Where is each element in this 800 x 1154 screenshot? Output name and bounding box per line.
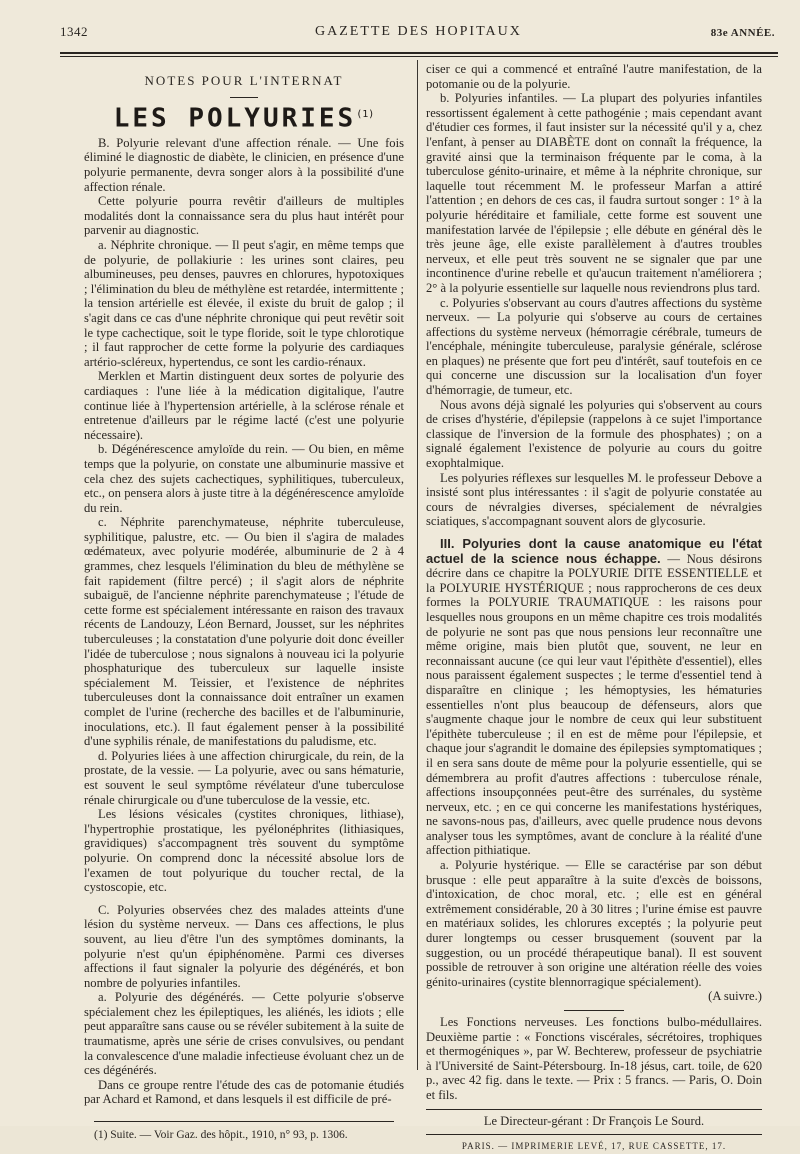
paragraph: C. Polyuries observées chez des malades atteints d'une lésion du système nerveux. — Dans ces affections, le plus souvent, au lieu d'être l'un des symptômes dominants, la polyurie n'est qu'un épiphénomène. Parmi ces diverses affections il faut signaler la polyurie des dégénérés, et bon nombre de polyuries infantiles. [84,902,404,990]
paragraph: B. Polyurie relevant d'une affection rénale. — Une fois éliminé le diagnostic de diabète, le clinicien, en présence d'une polyurie permanente, devra songer alors à la possibilité d'une affection rénale. [84,135,404,194]
book-review: Les Fonctions nerveuses. Les fonctions bulbo-médullaires. Deuxième partie : « Fonctions viscérales, sécrétoires, trophiques et thermogéniques », par W. Bechterew, professeur de psychiatrie à l'Université de Saint-Pétersbourg. In-18 jésus, cart. toile, de 620 p., avec 42 fig. dans le texte. — Prix : 5 francs. — Paris, O. Doin et fils. [426,1015,762,1102]
article-title [84,103,404,134]
page-header [60,24,775,50]
header-rule [60,52,778,54]
to-follow: (A suivre.) [708,989,762,1004]
article-title-text: LES POLYURIES [113,103,357,134]
footnote-rule [94,1121,394,1122]
printer-imprint: PARIS. — IMPRIMERIE LEVÉ, 17, RUE CASSETTE, 17. [461,1141,727,1152]
paragraph: b. Polyuries infantiles. — La plupart des polyuries infantiles ressortissent également à cette pathogénie ; mais cependant avant d'étudier ces formes, il faut insister sur la nécessité qu'il y a, chez l'enfant, à penser au DIABÈTE dont on connaît la fréquence, la gravité ainsi que la terminaison fréquente par le coma, à la tuberculose génito-urinaire, et même à la néphrite chronique, sur laquelle tout récemment M. le professeur Marfan a attiré l'attention ; en dehors de ces cas, il faudra surtout songer : 1° à la polyurie héréditaire et familiale, cette forme est souvent une manifestation larvée de l'épilepsie ; elle débute en général dès le très jeune âge, elle existe parallèlement à d'autres troubles nerveux, et elle peut très souvent ne se signaler que par une incontinence d'urine rebelle et qu'aucun traitement n'améliorera ; 2° à la polyurie essentielle sur laquelle nous reviendrons plus tard. [426,91,762,295]
paragraph: a. Néphrite chronique. — Il peut s'agir, en même temps que de polyurie, de pollakiurie : les urines sont claires, peu albumineuses, peu denses, pauvres en chlorures, hypotoxiques ; l'élimination du bleu de méthylène est retardée, intermittente ; la tension artérielle est élevée, il existe du bruit de galop ; il s'agit dans ce cas d'une néphrite chronique qui peut revêtir soit le type cachectique, soit le type floride, soit le type chlorotique ; il faut rapprocher de cette forme la polyurie des cardiaques artério-scléreux, hypertendus, ce sont les cardio-rénaux. [84,238,404,369]
paragraph: c. Néphrite parenchymateuse, néphrite tuberculeuse, syphilitique, palustre, etc. — Ou bien il s'agira de malades œdémateux, avec polyurie modérée, albuminurie de 2 à 4 grammes, chez lesquels l'élimination du bleu de méthylène se fait rapidement (filtre percé) ; il s'agit alors de néphrite subaiguë, de l'ancienne néphrite parenchymateuse ; l'étude de cette forme est spécialement intéressante en raison des travaux récents de Landouzy, Léon Bernard, Jousset, sur les néphrites tuberculeuses ; la constatation d'une polyurie doit donc éveiller l'idée de tuberculose ; nous signalons à nouveau ici la polyurie phosphaturique des tuberculeux sur laquelle insiste spécialement M. Teissier, et l'existence de néphrites tuberculeuses dont la connaissance doit entraîner un examen complet de l'urine (recherche des bacilles et de l'albuminurie, inoculations, etc.). Il faut également penser à la possibilité d'une syphilis rénale, de manifestations du paludisme, etc. [84,515,404,749]
footnote-ref: (1) [356,108,375,120]
column-separator [417,60,418,1070]
paragraph: ciser ce qui a commencé et entraîné l'autre manifestation, de la potomanie ou de la polyurie. [426,62,762,91]
spacer [84,895,404,903]
section-label: NOTES POUR L'INTERNAT [144,73,344,88]
paragraph: a. Polyurie hystérique. — Elle se caractérise par son début brusque : elle peut apparaître à la suite d'excès de boissons, d'intoxication, de choc moral, etc. ; elle est en général extrêmement considérable, 20 à 30 litres ; l'urine émise est pauvre en matériaux solides, les chlorures exceptés ; la polyurie peut durer longtemps ou cesser brusquement (souvent par la suggestion, ou un procédé thérapeutique banal). Il est souvent possible de retrouver à son origine une altération réelle des voies génito-urinaires (cystite blennorragique spécialement). [426,858,762,989]
paragraph: a. Polyurie des dégénérés. — Cette polyurie s'observe spécialement chez les épileptiques, les aliénés, les idiots ; elle peut apparaître sans cause ou se révéler subitement à la suite de traumatisme, après une série de crises convulsives, ou pendant la convalescence d'une maladie infectieuse évoluant chez un de ces dégénérés. [84,990,404,1078]
journal-title: GAZETTE DES HOPITAUX [315,24,522,39]
separator [564,1010,624,1011]
right-column [426,62,762,1154]
paragraph: c. Polyuries s'observant au cours d'autres affections du système nerveux. — La polyurie qui s'observe au cours de certaines affections du système nerveux (hémorragie cérébrale, tumeurs de l'encéphale, méningite tuberculeuse, paralysie générale, sclérose en plaques) ne présente que fort peu d'intérêt, sauf toutefois en ce qui concerne une discussion sur la localisation d'un foyer d'hémorragie, de tumeur, etc. [426,295,762,398]
short-rule [230,97,258,98]
paragraph: Dans ce groupe rentre l'étude des cas de potomanie étudiés par Achard et Ramond, et dans lesquels il est difficile de pré- [84,1077,404,1107]
section-III [426,537,762,858]
paragraph: Les polyuries réflexes sur lesquelles M. le professeur Debove a insisté sont plus intéressantes : il s'agit de polyurie constatée au cours de névralgies diverses, spécialement de névralgies sciatiques, s'accompagnant souvent alors de glycosurie. [426,470,762,529]
paragraph: d. Polyuries liées à une affection chirurgicale, du rein, de la prostate, de la vessie. — La polyurie, avec ou sans hématurie, est souvent le seul symptôme révélateur d'une tuberculose rénale chirurgicale ou d'une tuberculose de la vessie, etc. [84,748,404,807]
paragraph: Nous avons déjà signalé les polyuries qui s'observent au cours de crises d'hystérie, d'épilepsie (rappelons à ce sujet l'importance classique de l'inversion de la formule des phosphates) ; on a signalé également l'existence de polyurie au cours du goitre exophtalmique. [426,397,762,471]
left-column [84,62,404,1143]
footnote: (1) Suite. — Voir Gaz. des hôpit., 1910, n° 93, p. 1306. [94,1129,348,1142]
section-body: — Nous désirons décrire dans ce chapitre la POLYURIE DITE ESSENTIELLE et la POLYURIE HYSTÉRIQUE ; nous rapprocherons de ces deux formes la POLYURIE TRAUMATIQUE : les raisons pour lesquelles nous groupons en un même chapitre ces trois modalités de polyurie ne sont pas que nous pensions leur reconnaître une même origine, mais bien plutôt que, souvent, ne leur en reconnaissant aucune (ce qui leur vaut l'épithète d'essentiel), elles nous paraissent également suspectes ; le terme d'essentiel tend à disparaître en clinique ; les hémoptysies, les hématuries essentielles n'ont plus beaucoup de défenseurs, alors que s'augmente chaque jour le nombre de ceux qui leur substituent l'épithète tuberculeuse ; il en est de même pour l'épilepsie, et chaque jour s'agrandit le domaine des épilepsies symptomatiques ; il en sera sans doute de même pour la polyurie essentielle, qui se démembrera au profit d'autres affections : tuberculose rénale, affections insoupçonnées peut-être des surrénales, du système nerveux, etc. ; en ce qui concerne les manifestations hystériques, ne savons-nous pas, d'ailleurs, avec quelle prudence nous devons analyser tous les symptômes, avant de conclure à la réalité d'une affection pithiatique. [426,551,762,858]
year-label: 83e ANNÉE. [710,27,775,39]
signature-rule [426,1109,762,1110]
page-number: 1342 [60,24,88,39]
section-heading: III. Polyuries dont la cause anatomique eu l'état actuel de la science nous échappe. [426,536,762,566]
paragraph: Merklen et Martin distinguent deux sortes de polyurie des cardiaques : l'une liée à la médication digitalique, l'autre continue liée à l'hypertension artérielle, à la sclérose rénale et entretenue d'ailleurs par le régime lacté (c'est une polyurie nécessaire). [84,369,404,442]
header-rule-thin [60,56,778,57]
director-signature: Le Directeur-gérant : Dr François Le Sourd. [483,1113,705,1128]
printer-rule [426,1134,762,1135]
paragraph: Les lésions vésicales (cystites chroniques, lithiase), l'hypertrophie prostatique, les pyélonéphrites (lithiasiques, gravidiques) s'accompagnent très souvent du symptôme polyurie. On comprend donc la nécessité absolue lors de l'examen de tout polyurique du toucher rectal, de la cystoscopie, etc. [84,807,404,895]
paragraph: b. Dégénérescence amyloïde du rein. — Ou bien, en même temps que la polyurie, on constate une albuminurie massive et cela chez des sujets cachectiques, syphilitiques, tuberculeux, etc., on pensera alors à juste titre à la dégénérescence amyloïde du rein. [84,442,404,515]
paragraph: Cette polyurie pourra revêtir d'ailleurs de multiples modalités dont la connaissance sera du plus haut intérêt pour parvenir au diagnostic. [84,194,404,238]
